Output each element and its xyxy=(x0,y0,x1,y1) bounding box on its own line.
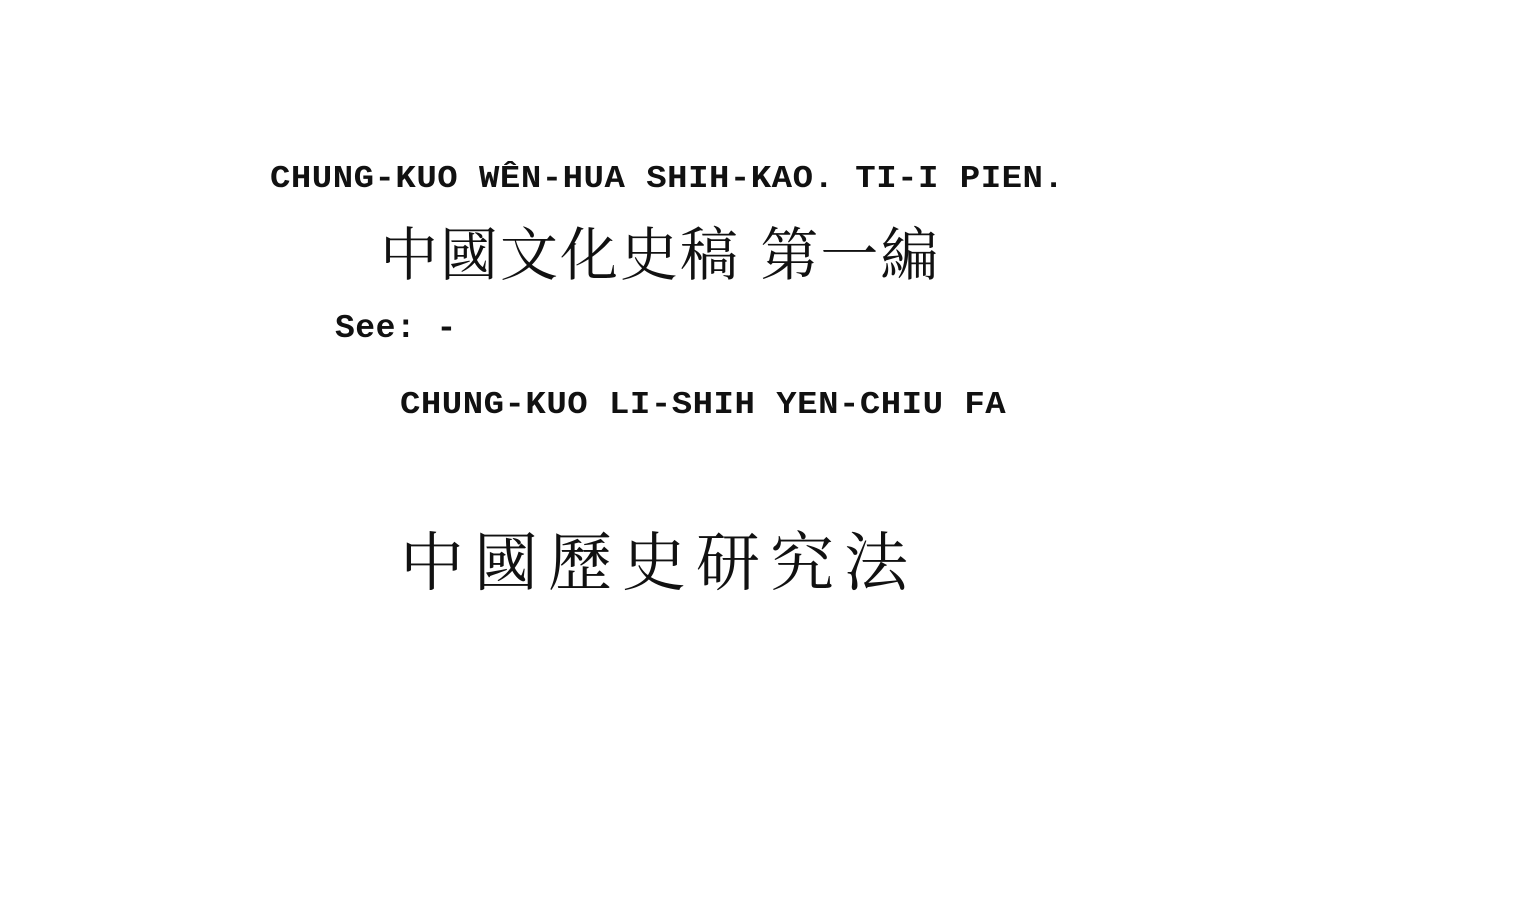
see-reference-label: See: - xyxy=(335,310,457,347)
reference-chinese-handwritten: 中國歷史研究法 xyxy=(400,527,918,601)
reference-romanized: CHUNG-KUO LI-SHIH YEN-CHIU FA xyxy=(400,388,1007,423)
title-romanized: CHUNG-KUO WÊN-HUA SHIH-KAO. TI-I PIEN. xyxy=(270,162,1065,197)
title-chinese-handwritten: 中國文化史稿 第一編 xyxy=(380,221,941,289)
